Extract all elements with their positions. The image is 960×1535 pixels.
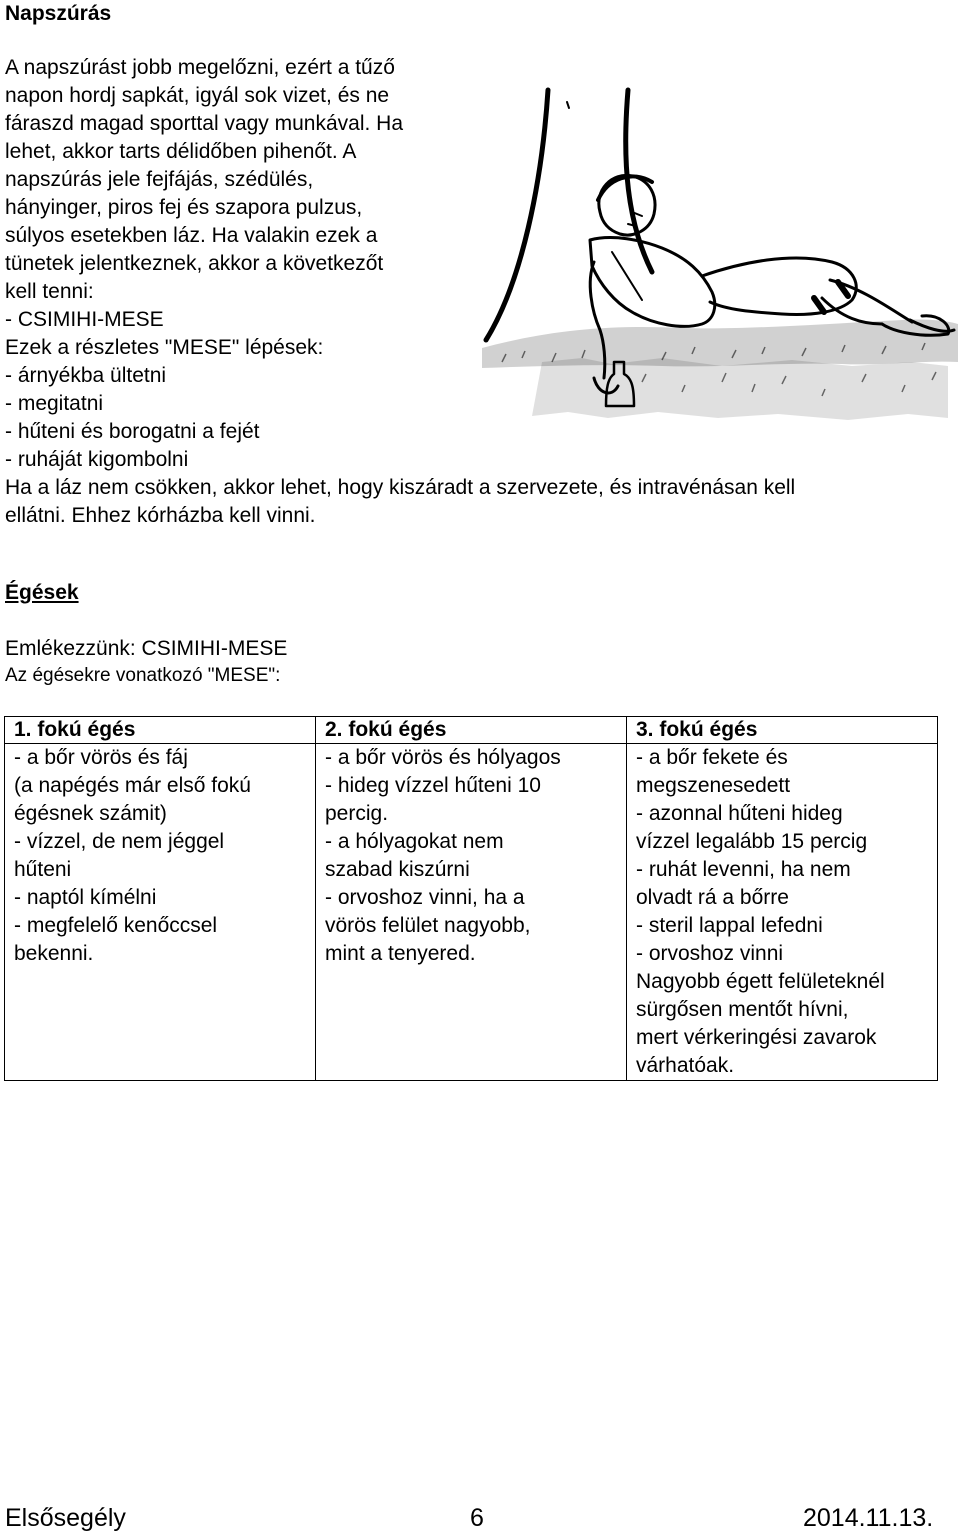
section-title-egesek: Égések bbox=[5, 581, 79, 604]
burn-degrees-table bbox=[4, 716, 938, 1081]
cell-line: mert vérkeringési zavarok bbox=[636, 1026, 877, 1049]
cell-line: vörös felület nagyobb, bbox=[325, 914, 531, 937]
text-line: fáraszd magad sporttal vagy munkával. Ha bbox=[5, 112, 404, 135]
cell-line: - orvoshoz vinni, ha a bbox=[325, 886, 525, 909]
cell-line: olvadt rá a bőrre bbox=[636, 886, 789, 909]
text-line: tünetek jelentkeznek, akkor a következőt bbox=[5, 252, 384, 275]
cell-line: Nagyobb égett felületeknél bbox=[636, 970, 885, 993]
text-line: súlyos esetekben láz. Ha valakin ezek a bbox=[5, 224, 378, 247]
first-degree-cell bbox=[5, 744, 316, 1081]
cell-line: mint a tenyered. bbox=[325, 942, 476, 965]
cell-line: égésnek számit) bbox=[14, 802, 167, 825]
text-line: hányinger, piros fej és szapora pulzus, bbox=[5, 196, 363, 219]
third-degree-cell bbox=[627, 744, 938, 1081]
resting-person-illustration bbox=[482, 62, 958, 424]
text-line: Ha a láz nem csökken, akkor lehet, hogy kiszáradt a szervezete, és intravénásan kell bbox=[5, 476, 796, 499]
footer-title: Elsősegély bbox=[5, 1504, 126, 1532]
cell-line: - ruhát levenni, ha nem bbox=[636, 858, 851, 881]
text-line: Ezek a részletes "MESE" lépések: bbox=[5, 336, 324, 359]
text-line: - árnyékba ültetni bbox=[5, 364, 167, 387]
text-line: kell tenni: bbox=[5, 280, 94, 303]
cell-line: - megfelelő kenőccsel bbox=[14, 914, 218, 937]
cell-line: - azonnal hűteni hideg bbox=[636, 802, 843, 825]
cell-line: - hideg vízzel hűteni 10 bbox=[325, 774, 541, 797]
table-header-cell: 2. fokú égés bbox=[316, 717, 627, 744]
cell-line: percig. bbox=[325, 802, 389, 825]
footer-page-number: 6 bbox=[470, 1504, 484, 1532]
cell-line: - a bőr fekete és bbox=[636, 746, 788, 769]
cell-line: - vízzel, de nem jéggel bbox=[14, 830, 225, 853]
cell-line: (a napégés már első fokú bbox=[14, 774, 251, 797]
text-line: - ruháját kigombolni bbox=[5, 448, 189, 471]
table-subtitle: Az égésekre vonatkozó "MESE": bbox=[5, 665, 281, 686]
table-header-cell: 1. fokú égés bbox=[5, 717, 316, 744]
text-line: - hűteni és borogatni a fejét bbox=[5, 420, 260, 443]
text-line: - CSIMIHI-MESE bbox=[5, 308, 164, 331]
cell-line: - a hólyagokat nem bbox=[325, 830, 504, 853]
cell-line: hűteni bbox=[14, 858, 72, 881]
cell-line: vízzel legalább 15 percig bbox=[636, 830, 868, 853]
text-line: napszúrás jele fejfájás, szédülés, bbox=[5, 168, 314, 191]
cell-line: - naptól kímélni bbox=[14, 886, 157, 909]
second-degree-cell bbox=[316, 744, 627, 1081]
table-row bbox=[5, 744, 938, 1081]
text-line: - megitatni bbox=[5, 392, 104, 415]
table-header-cell: 3. fokú égés bbox=[627, 717, 938, 744]
cell-line: - a bőr vörös és hólyagos bbox=[325, 746, 561, 769]
cell-line: - a bőr vörös és fáj bbox=[14, 746, 188, 769]
cell-line: megszenesedett bbox=[636, 774, 791, 797]
text-line: ellátni. Ehhez kórházba kell vinni. bbox=[5, 504, 316, 527]
cell-line: bekenni. bbox=[14, 942, 94, 965]
text-line: A napszúrást jobb megelőzni, ezért a tűző bbox=[5, 56, 395, 79]
cell-line: - steril lappal lefedni bbox=[636, 914, 823, 937]
text-line: napon hordj sapkát, igyál sok vizet, és ne bbox=[5, 84, 390, 107]
cell-line: várhatóak. bbox=[636, 1054, 735, 1077]
footer-date: 2014.11.13. bbox=[803, 1504, 934, 1532]
table-header-row bbox=[5, 717, 938, 744]
section-title-napszuras: Napszúrás bbox=[5, 2, 112, 25]
text-line: lehet, akkor tarts délidőben pihenőt. A bbox=[5, 140, 357, 163]
cell-line: - orvoshoz vinni bbox=[636, 942, 784, 965]
cell-line: szabad kiszúrni bbox=[325, 858, 470, 881]
remember-line: Emlékezzünk: CSIMIHI-MESE bbox=[5, 637, 288, 660]
cell-line: sürgősen mentőt hívni, bbox=[636, 998, 849, 1021]
